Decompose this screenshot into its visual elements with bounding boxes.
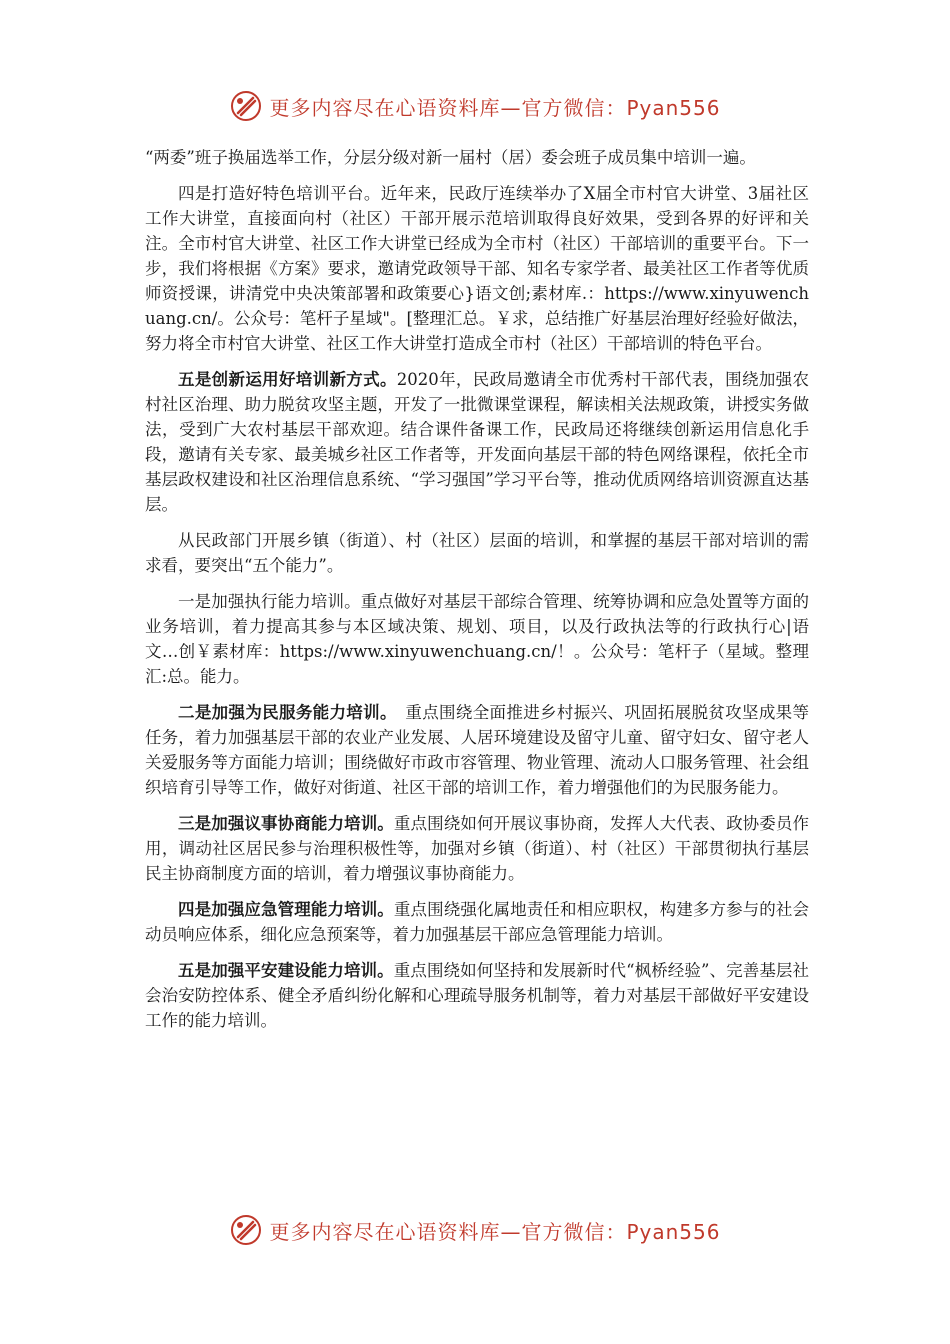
paragraph-text: 重点围绕全面推进乡村振兴、巩固拓展脱贫攻坚成果等任务，着力加强基层干部的农业产业发展、人居环境建设及留守儿童、留守妇女、留守老人关爱服务等方面能力培训；围绕做好市政市容管理、物业管理、流动人口服务管理、社会组织培育引导等工作，做好对街道、社区干部的培训工作，着力增强他们的为民服务能力。: [145, 703, 810, 797]
paragraph: [145, 528, 809, 578]
paragraph-text: 从民政部门开展乡镇（街道）、村（社区）层面的培训，和掌握的基层干部对培训的需求看，要突出“五个能力”。: [145, 531, 809, 575]
paragraph-text: 重点围绕如何开展议事协商，发挥人大代表、政协委员作用，调动社区居民参与治理积极性等，加强对乡镇（街道）、村（社区）干部贯彻执行基层民主协商制度方面的培训，着力增强议事协商能力。: [145, 814, 810, 883]
banner-text: 更多内容尽在心语资料库—官方微信：Pyan556: [269, 1219, 721, 1244]
header-banner: [0, 86, 950, 126]
paragraph-lead: 三是加强议事协商能力培训。: [178, 814, 394, 833]
paragraph-text: 一是加强执行能力培训。重点做好对基层干部综合管理、统筹协调和应急处置等方面的业务培训，着力提高其参与本区域决策、规划、项目，以及行政执法等的行政执行心|语文…创￥素材库：https://www.xinyuwenchuang.cn/！。公众号：笔杆子（星域。整理汇:总。能力。: [145, 592, 809, 686]
footer-banner: [0, 1210, 950, 1250]
paragraph-text: “两委”班子换届选举工作，分层分级对新一届村（居）委会班子成员集中培训一遍。: [145, 148, 756, 167]
paragraph-text: 2020年，民政局邀请全市优秀村干部代表，围绕加强农村社区治理、助力脱贫攻坚主题，开发了一批微课堂课程，解读相关法规政策，讲授实务做法，受到广大农村基层干部欢迎。结合课件备课工作，民政局还将继续创新运用信息化手段，邀请有关专家、最美城乡社区工作者等，开发面向基层干部的特色网络课程，依托全市基层政权建设和社区治理信息系统、“学习强国”学习平台等，推动优质网络培训资源直达基层。: [145, 370, 810, 514]
logo-icon: [229, 1213, 263, 1247]
paragraph: [145, 589, 809, 689]
document-body: [145, 145, 809, 1044]
paragraph-text: 四是打造好特色培训平台。近年来，民政厅连续举办了X届全市村官大讲堂、3届社区工作大讲堂，直接面向村（社区）干部开展示范培训取得良好效果，受到各界的好评和关注。全市村官大讲堂、社区工作大讲堂已经成为全市村（社区）干部培训的重要平台。下一步，我们将根据《方案》要求，邀请党政领导干部、知名专家学者、最美社区工作者等优质师资授课，讲清党中央决策部署和政策要心}语文创;素材库.：https://www.xinyuwenchuang.cn/。公众号：笔杆子星域"。[整理汇总。￥求，总结推广好基层治理好经验好做法，努力将全市村官大讲堂、社区工作大讲堂打造成全市村（社区）干部培训的特色平台。: [145, 184, 809, 353]
paragraph-lead: 四是加强应急管理能力培训。: [178, 900, 394, 919]
paragraph-lead: 二是加强为民服务能力培训。: [178, 703, 389, 722]
paragraph-text: 重点围绕如何坚持和发展新时代“枫桥经验”、完善基层社会治安防控体系、健全矛盾纠纷化解和心理疏导服务机制等，着力对基层干部做好平安建设工作的能力培训。: [145, 961, 810, 1030]
paragraph: [145, 181, 809, 356]
paragraph: [145, 145, 809, 170]
paragraph: [145, 958, 809, 1033]
paragraph: [145, 897, 809, 947]
paragraph-lead: 五是加强平安建设能力培训。: [178, 961, 394, 980]
paragraph-text: 重点围绕强化属地责任和相应职权，构建多方参与的社会动员响应体系，细化应急预案等，着力加强基层干部应急管理能力培训。: [145, 900, 810, 944]
banner-text: 更多内容尽在心语资料库—官方微信：Pyan556: [269, 95, 721, 120]
logo-icon: [229, 89, 263, 123]
paragraph: [145, 811, 809, 886]
paragraph: [145, 700, 809, 800]
paragraph: [145, 367, 809, 517]
paragraph-lead: 五是创新运用好培训新方式。: [178, 370, 397, 389]
